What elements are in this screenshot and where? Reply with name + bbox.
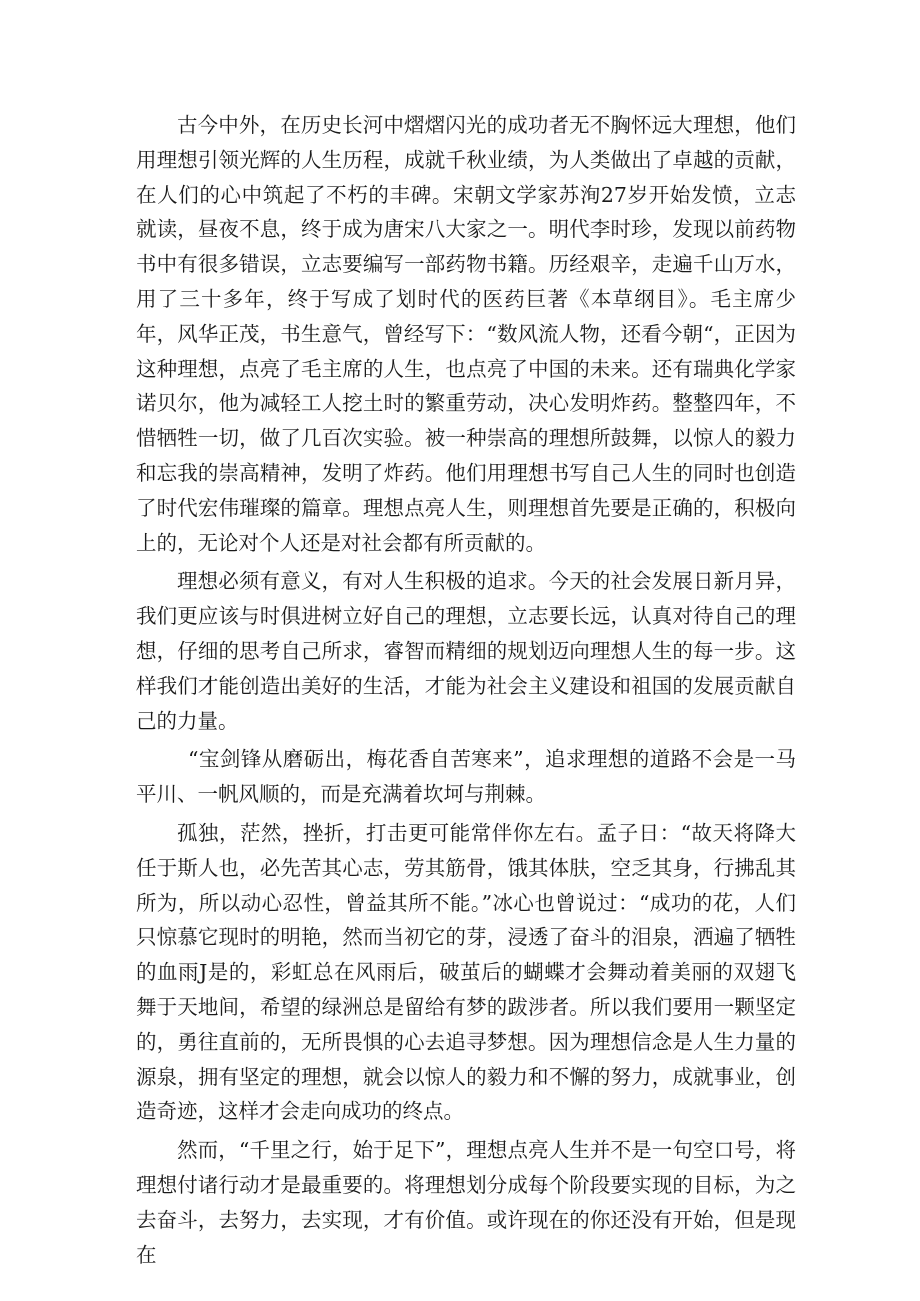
paragraph-2: 理想必须有意义，有对人生积极的追求。今天的社会发展日新月异，我们更应该与时俱进树立好自己的理想，立志要长远，认真对待自己的理想，仔细的思考自己所求，睿智而精细的规划迈向理想人生的每一步。这样我们才能创造出美好的生活，才能为社会主义建设和祖国的发展贡献自己的力量。 bbox=[136, 569, 796, 733]
paragraph-5: 然而，“千里之行，始于足下”，理想点亮人生并不是一句空口号，将理想付诸行动才是最重要的。将理想划分成每个阶段要实现的目标，为之去奋斗，去努力，去实现，才有价值。或许现在的你还没有开始，但是现在 bbox=[136, 1138, 796, 1267]
paragraph-3: “宝剑锋从磨砺出，梅花香自苦寒来”，追求理想的道路不会是一马平川、一帆风顺的，而是充满着坎坷与荆棘。 bbox=[136, 747, 796, 807]
paragraph-1: 古今中外，在历史长河中熠熠闪光的成功者无不胸怀远大理想，他们用理想引领光辉的人生历程，成就千秋业绩，为人类做出了卓越的贡献，在人们的心中筑起了不朽的丰碑。宋朝文学家苏洵27岁开始发愤，立志就读，昼夜不息，终于成为唐宋八大家之一。明代李时珍，发现以前药物书中有很多错误，立志要编写一部药物书籍。历经艰辛，走遍千山万水，用了三十多年，终于写成了划时代的医药巨著《本草纲目》。毛主席少年，风华正茂，书生意气，曾经写下：“数风流人物，还看今朝“，正因为这种理想，点亮了毛主席的人生，也点亮了中国的未来。还有瑞典化学家诺贝尔，他为减轻工人挖土时的繁重劳动，决心发明炸药。整整四年，不惜牺牲一切，做了几百次实验。被一种崇高的理想所鼓舞，以惊人的毅力和忘我的崇高精神，发明了炸药。他们用理想书写自己人生的同时也创造了时代宏伟璀璨的篇章。理想点亮人生，则理想首先要是正确的，积极向上的，无论对个人还是对社会都有所贡献的。 bbox=[136, 113, 796, 555]
document-page bbox=[136, 108, 796, 1276]
paragraph-4: 孤独，茫然，挫折，打击更可能常伴你左右。孟子日：“故天将降大任于斯人也，必先苦其心志，劳其筋骨，饿其体肤，空乏其身，行拂乱其所为，所以动心忍性，曾益其所不能。”冰心也曾说过：“成功的花，人们只惊慕它现时的明艳，然而当初它的芽，浸透了奋斗的泪泉，洒遍了牺牲的血雨J是的，彩虹总在风雨后，破茧后的蝴蝶才会舞动着美丽的双翅飞舞于天地间，希望的绿洲总是留给有梦的跋涉者。所以我们要用一颗坚定的，勇往直前的，无所畏惧的心去追寻梦想。因为理想信念是人生力量的源泉，拥有坚定的理想，就会以惊人的毅力和不懈的努力，成就事业，创造奇迹，这样才会走向成功的终点。 bbox=[136, 820, 796, 1124]
